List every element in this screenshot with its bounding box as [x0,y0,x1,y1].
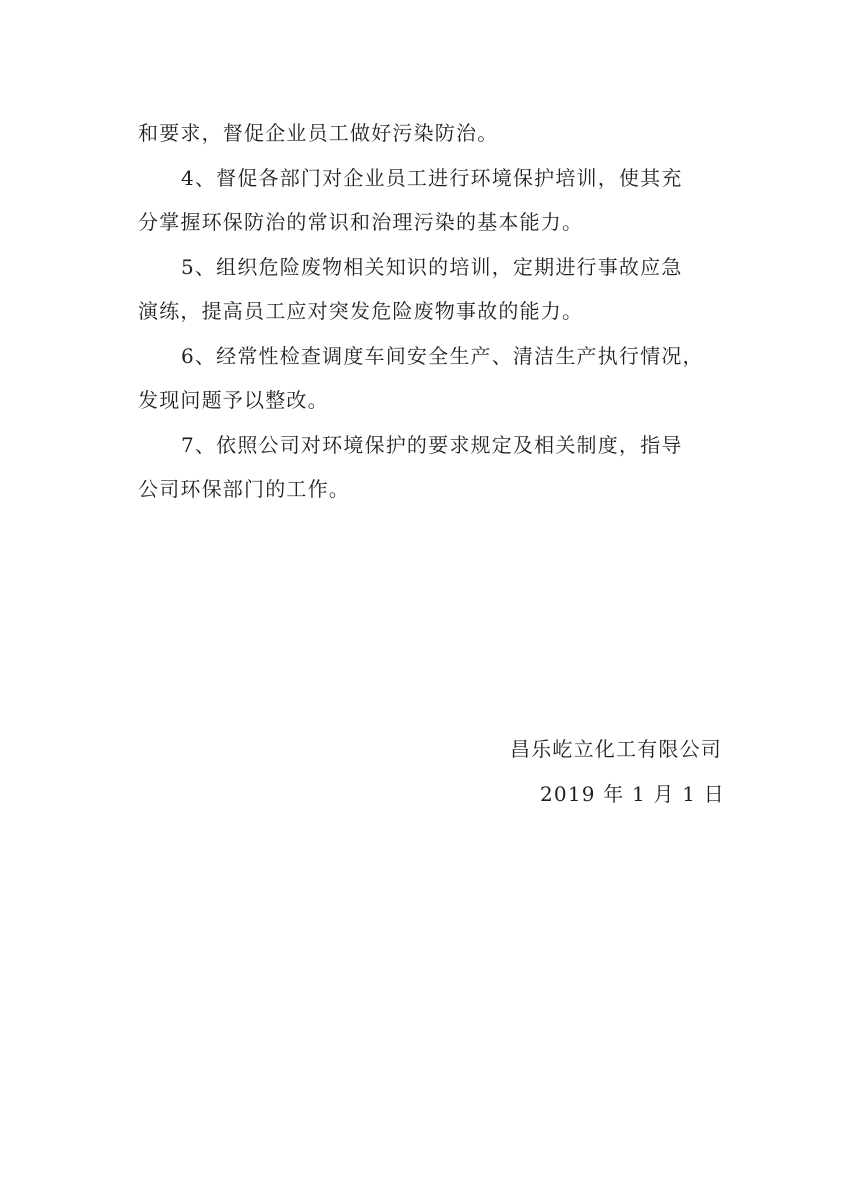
body-line: 演练，提高员工应对突发危险废物事故的能力。 [138,299,584,323]
signature-block [500,727,750,816]
body-line: 分掌握环保防治的常识和治理污染的基本能力。 [138,210,584,234]
body-line: 4、督促各部门对企业员工进行环境保护培训，使其充 [181,165,683,190]
body-line: 发现问题予以整改。 [138,388,329,412]
body-line: 7、依照公司对环境保护的要求规定及相关制度，指导 [181,432,683,457]
body-line: 公司环保部门的工作。 [138,477,350,501]
signature-company: 昌乐屹立化工有限公司 [510,737,722,761]
body-line: 6、经常性检查调度车间安全生产、清洁生产执行情况， [181,343,704,368]
document-body [138,111,734,512]
signature-date: 2019 年 1 月 1 日 [540,781,725,806]
body-line: 和要求，督促企业员工做好污染防治。 [138,121,499,145]
body-line: 5、组织危险废物相关知识的培训，定期进行事故应急 [181,254,683,279]
